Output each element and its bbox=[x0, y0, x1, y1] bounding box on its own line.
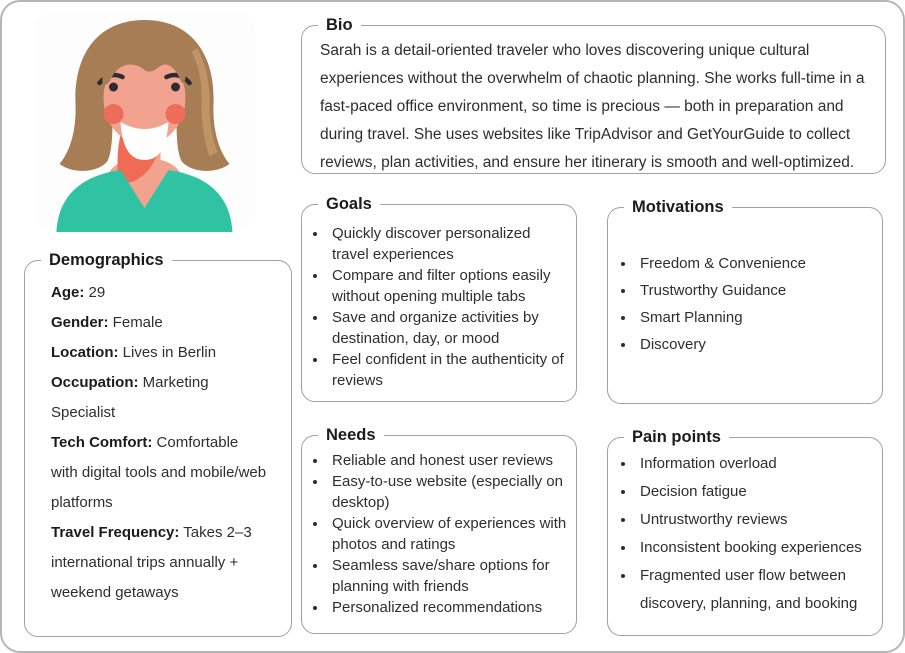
bullet-item: • Discovery bbox=[636, 331, 876, 358]
bullet-item: • Smart Planning bbox=[636, 304, 876, 331]
avatar bbox=[32, 10, 258, 232]
right-eye bbox=[171, 83, 180, 92]
pain-points-title: Pain points bbox=[624, 427, 729, 447]
pain-points-list bbox=[608, 438, 882, 618]
motivations-list bbox=[608, 208, 882, 358]
bio-panel bbox=[301, 16, 886, 174]
bullet-item: • Save and organize activities by destination, day, or mood bbox=[328, 307, 570, 349]
left-eye bbox=[109, 83, 118, 92]
goals-panel bbox=[301, 195, 577, 402]
demographic-item: Age: 29 bbox=[51, 284, 106, 301]
demographic-item: Location: Lives in Berlin bbox=[51, 344, 217, 361]
demographics-panel bbox=[24, 251, 292, 637]
goals-list bbox=[302, 205, 576, 391]
demographic-item: Gender: Female bbox=[51, 314, 163, 331]
bio-title: Bio bbox=[318, 15, 361, 35]
needs-title: Needs bbox=[318, 425, 384, 445]
bullet-item: • Inconsistent booking experiences bbox=[636, 534, 876, 562]
demographic-label: Tech Comfort: bbox=[51, 434, 153, 451]
demographics-title: Demographics bbox=[41, 250, 172, 270]
pain-points-panel bbox=[607, 428, 883, 636]
bullet-item: • Feel confident in the authenticity of reviews bbox=[328, 349, 570, 391]
demographic-label: Age: bbox=[51, 284, 85, 301]
motivations-title: Motivations bbox=[624, 197, 732, 217]
demographic-label: Gender: bbox=[51, 314, 109, 331]
left-cheek-blush bbox=[104, 104, 124, 124]
demographic-item: Tech Comfort: Comfortable with digital tools and mobile/web platforms bbox=[51, 434, 267, 511]
demographic-label: Travel Frequency: bbox=[51, 524, 180, 541]
bullet-item: • Decision fatigue bbox=[636, 478, 876, 506]
bullet-item: • Information overload bbox=[636, 450, 876, 478]
needs-list bbox=[302, 436, 576, 618]
bullet-item: • Personalized recommendations bbox=[328, 597, 570, 618]
bullet-item: • Compare and filter options easily without opening multiple tabs bbox=[328, 265, 570, 307]
avatar-illustration bbox=[32, 10, 258, 232]
needs-panel bbox=[301, 426, 577, 634]
bullet-item: • Trustworthy Guidance bbox=[636, 277, 876, 304]
demographics-list bbox=[25, 261, 291, 608]
goals-title: Goals bbox=[318, 194, 380, 214]
demographic-label: Location: bbox=[51, 344, 119, 361]
bullet-item: • Fragmented user flow between discovery, planning, and booking bbox=[636, 562, 876, 618]
bullet-item: • Seamless save/share options for planning with friends bbox=[328, 555, 570, 597]
bullet-item: • Untrustworthy reviews bbox=[636, 506, 876, 534]
bullet-item: • Freedom & Convenience bbox=[636, 250, 876, 277]
bullet-item: • Easy-to-use website (especially on desktop) bbox=[328, 471, 570, 513]
bullet-item: • Reliable and honest user reviews bbox=[328, 450, 570, 471]
demographic-item: Occupation: Marketing Specialist bbox=[51, 374, 209, 421]
bullet-item: • Quick overview of experiences with photos and ratings bbox=[328, 513, 570, 555]
demographic-label: Occupation: bbox=[51, 374, 139, 391]
bullet-item: • Quickly discover personalized travel experiences bbox=[328, 223, 570, 265]
bio-text: Sarah is a detail-oriented traveler who loves discovering unique cultural experiences without the overwhelm of chaotic planning. She works full-time in a fast-paced office environment, so time is precious — both in preparation and during travel. She uses websites like TripAdvisor and GetYourGuide to collect reviews, plan activities, and ensure her itinerary is smooth and well-optimized. bbox=[320, 42, 865, 171]
demographic-item: Travel Frequency: Takes 2–3 international trips annually + weekend getaways bbox=[51, 524, 252, 601]
right-cheek-blush bbox=[166, 104, 186, 124]
motivations-panel bbox=[607, 198, 883, 404]
